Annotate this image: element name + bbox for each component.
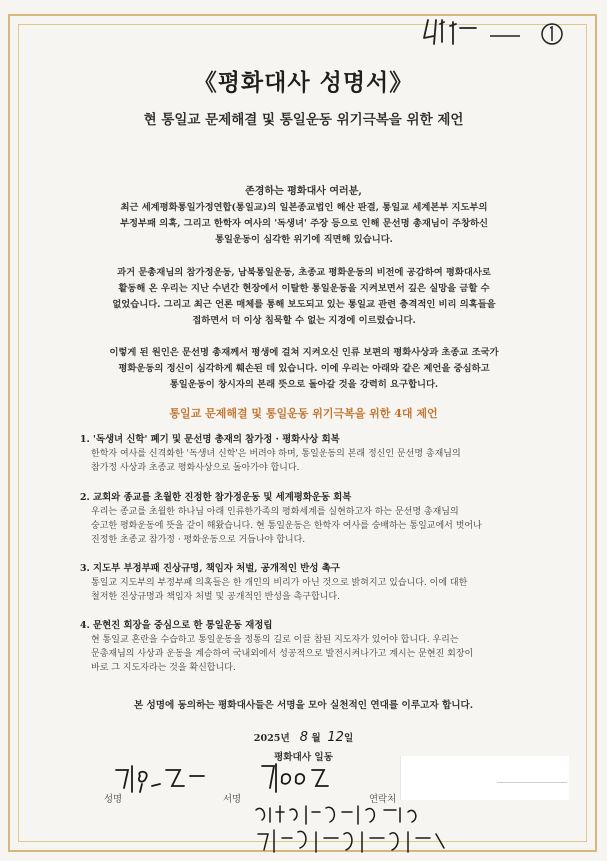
handwritten-note xyxy=(420,14,580,54)
paragraph-line: 통일운동이 심각한 위기에 직면해 있습니다. xyxy=(215,234,393,245)
proposal-heading: 1. '독생녀 신학' 폐기 및 문선명 총재의 참가정 · 평화사상 회복 xyxy=(80,434,340,445)
proposal-line: 철저한 진상규명과 책임자 처벌 및 공개적인 반성을 촉구합니다. xyxy=(91,592,340,602)
section-heading: 통일교 문제해결 및 통일운동 위기극복을 위한 4대 제언 xyxy=(169,407,438,420)
date-day-handwritten: 12 xyxy=(327,730,344,745)
proposal-line: 참가정 사상과 초종교 평화사상으로 돌아가야 합니다. xyxy=(91,463,300,473)
document-title: 《평화대사 성명서》 xyxy=(193,69,414,96)
paragraph-line: 최근 세계평화통일가정연합(통일교)의 일본종교법인 해산 판결, 통일교 세계본부 지도부의 xyxy=(120,202,488,213)
proposal-line: 통일교 지도부의 부정부패 의혹들은 한 개인의 비리가 아닌 것으로 밝혀지고 있습니다. 이에 대한 xyxy=(91,578,468,588)
date-day-unit: 일 xyxy=(343,733,354,744)
proposal-4 xyxy=(80,619,542,675)
handwritten-affiliation xyxy=(250,800,450,856)
paragraph-line: 활동해 온 우리는 지난 수년간 현장에서 이탈한 통일운동을 지켜보면서 깊은 실망을 금할 수 xyxy=(118,283,490,294)
paragraph-line: 평화운동의 정신이 심각하게 훼손된 데 있습니다. 이에 우리는 아래와 같은 제언을 중심하고 xyxy=(118,363,490,374)
date-year: 2025년 xyxy=(253,733,290,744)
proposal-line: 문총재님의 사상과 운동을 계승하여 국내외에서 성공적으로 발전시켜나가고 계시는 문현진 회장이 xyxy=(91,649,474,659)
handwritten-name xyxy=(112,762,212,796)
date-month-handwritten: 8 xyxy=(299,730,309,745)
paragraph-line: 과거 문총재님의 참가정운동, 남북통일운동, 초종교 평화운동의 비전에 공감하여 평화대사로 xyxy=(117,267,491,278)
redacted-contact xyxy=(400,756,569,800)
date-line xyxy=(0,730,607,745)
redaction-streak xyxy=(497,782,567,783)
signature-label: 서명 xyxy=(223,794,242,805)
proposal-1 xyxy=(80,433,542,475)
paragraph-3 xyxy=(80,345,528,393)
proposal-heading: 3. 지도부 부정부패 진상규명, 책임자 처벌, 공개적인 반성 촉구 xyxy=(80,563,340,574)
greeting: 존경하는 평화대사 여러분, xyxy=(245,186,362,197)
paragraph-line: 접하면서 더 이상 침묵할 수 없는 지경에 이르렀습니다. xyxy=(192,315,416,326)
proposal-line: 한학자 여사를 신격화한 '독생녀 신학'은 버려야 하며, 통일운동의 본래 정신인 문선명 총재님의 xyxy=(91,449,461,459)
proposal-heading: 2. 교회와 종교를 초월한 진정한 참가정운동 및 세계평화운동 회복 xyxy=(80,492,352,503)
proposal-line: 숭고한 평화운동에 뜻을 같이 해왔습니다. 현 통일운동은 한학자 여사를 숭배하는 통일교에서 벗어나 xyxy=(91,521,482,531)
signature-scribble xyxy=(258,760,348,796)
closing-statement: 본 성명에 동의하는 평화대사들은 서명을 모아 실천적인 연대를 이루고자 합니다. xyxy=(133,700,474,711)
proposal-line: 바로 그 지도자라는 것을 확신합니다. xyxy=(91,663,236,673)
proposal-2 xyxy=(80,491,542,547)
paragraph-line: 통일운동이 창시자의 본래 뜻으로 돌아갈 것을 강력히 요구합니다. xyxy=(169,379,439,390)
paragraph-line: 부정부패 의혹, 그리고 한학자 여사의 '독생녀' 주장 등으로 인해 문선명 총재님이 주창하신 xyxy=(120,218,488,229)
proposal-heading: 4. 문현진 회장을 중심으로 한 통일운동 재정립 xyxy=(80,620,273,631)
paragraph-line: 없었습니다. 그리고 최근 언론 매체를 통해 보도되고 있는 통일교 관련 충격적인 비리 의혹들을 xyxy=(112,299,496,310)
proposal-3 xyxy=(80,562,542,604)
signer-line: 평화대사 일동 xyxy=(274,752,333,763)
proposal-line: 우리는 종교를 초월한 하나님 아래 인류한가족의 평화세계를 실현하고자 하는 문선명 총재님의 xyxy=(91,507,459,517)
paragraph-1 xyxy=(80,200,528,248)
name-label: 성명 xyxy=(104,794,123,805)
date-month-unit: 월 xyxy=(311,733,321,744)
document-subtitle: 현 통일교 문제해결 및 통일운동 위기극복을 위한 제언 xyxy=(143,112,464,128)
contact-label: 연락처 xyxy=(369,794,397,805)
paragraph-2 xyxy=(80,265,528,329)
proposal-line: 진정한 초종교 참가정 · 평화운동으로 거듭나야 합니다. xyxy=(91,535,306,545)
paragraph-line: 이렇게 된 원인은 문선명 총재께서 평생에 걸쳐 지켜오신 인류 보편의 평화사상과 초종교 조국가 xyxy=(109,347,499,358)
proposal-line: 현 통일교 혼란을 수습하고 통일운동을 정통의 길로 이끌 참된 지도자가 있어야 합니다. 우리는 xyxy=(91,635,459,645)
